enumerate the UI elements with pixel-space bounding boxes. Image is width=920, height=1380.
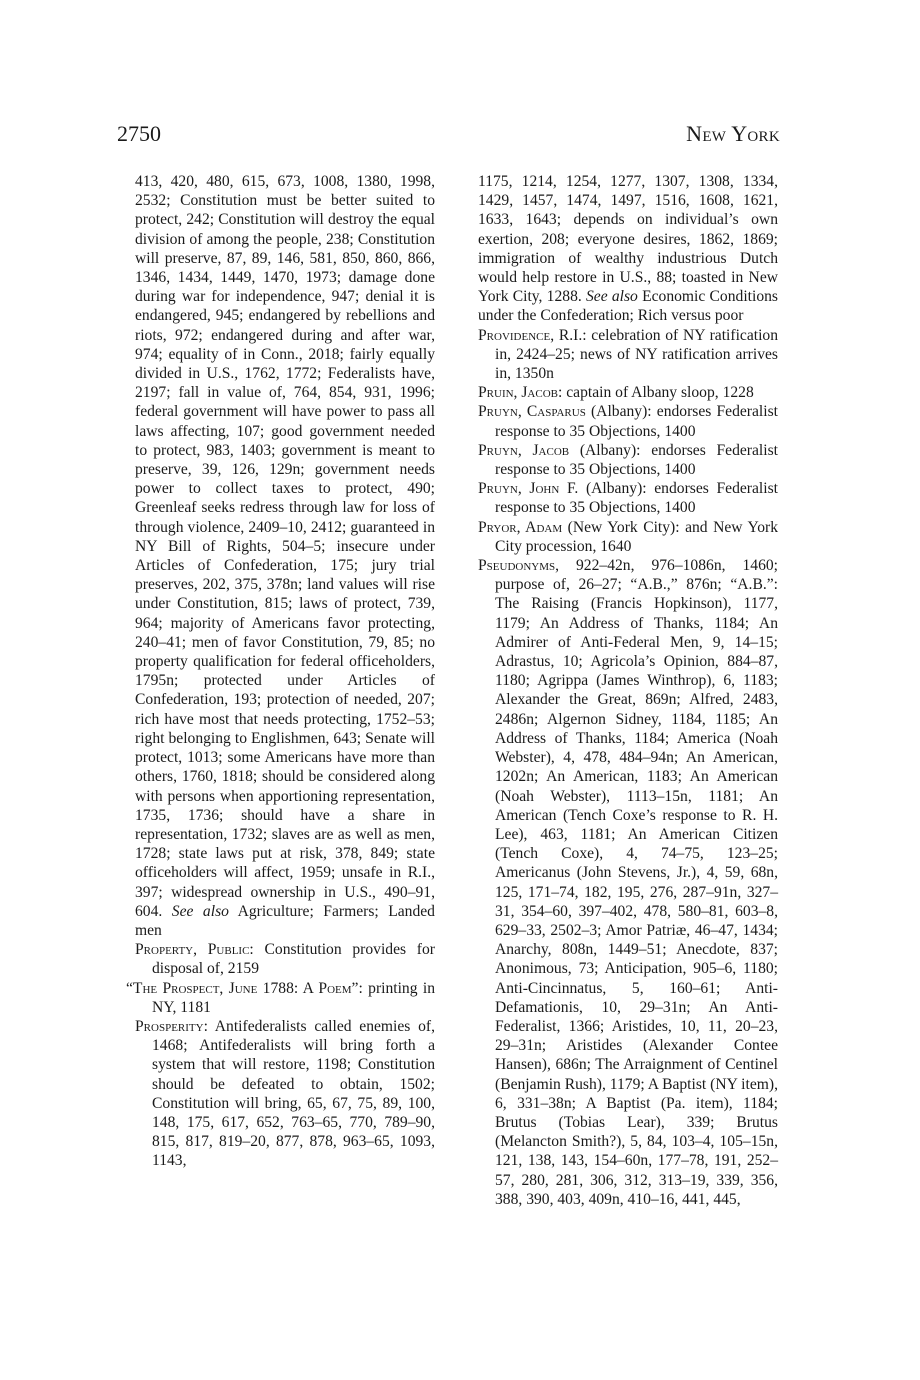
index-entry-pryor-adam (478, 518, 778, 556)
entry-text: (Albany): endorses Federalist response to 35 Objections, 1400 (495, 441, 778, 479)
index-entry-providence (478, 326, 778, 384)
entry-heading: Pseudonyms, (478, 557, 560, 575)
entry-heading: Pryor, Adam (478, 518, 563, 536)
entry-heading: Property, Public: (135, 941, 254, 959)
index-entry-prosperity (135, 1017, 435, 1171)
index-entry-pruyn-casparus (478, 402, 778, 440)
entry-text: 413, 420, 480, 615, 673, 1008, 1380, 1998, 2532; Constitution must be better suited to protect, 242; Constitution will destroy the equal division of among the people, 238; Constitution will preserve, 87, 89, 146, 581, 850, 860, 866, 1346, 1434, 1449, 1470, 1973; damage done during war for independence, 947; denial it is endangered, 945; endangered by rebellions and riots, 972; endangered during and after war, 974; equality of in Conn., 2018; fairly equally divided in U.S., 1762, 1772; Federalists have, 2197; fall in value of, 764, 854, 931, 1996; federal government will have power to pass all laws affecting, 107; good government needed to protect, 983, 1403; government is meant to preserve, 39, 126, 129n; government needs power to collect taxes to protect, 490; Greenleaf seeks redress through law for loss of through violence, 2409–10, 2412; guaranteed in NY Bill of Rights, 504–5; insecure under Articles of Confederation, 175; jury trial preserves, 202, 375, 378n; land values will rise under Constitution, 815; laws of protect, 739, 964; majority of Americans favor protecting, 240–41; men of favor Constitution, 79, 85; no property qualification for federal officeholders, 1795n; protected under Articles of Confederation, 193; protection of needed, 207; rich have most that needs protecting, 1752–53; right belonging to Englishmen, 643; Senate will protect, 1013; some Americans have more than others, 1760, 1818; should be considered along with persons when apportioning representation, 1735, 1736; should have a share in representation, 1732; slaves are as well as men, 1728; state laws put at risk, 378, 849; state officeholders will affect, 1959; unsafe in R.I., 397; widespread ownership in U.S., 490–91, 604. (135, 173, 435, 920)
page-number: 2750 (117, 121, 161, 146)
entry-text: Antifederalists called enemies of, 1468; Antifederalists will bring forth a system that will restore, 1198; Constitution should be defeated to obtain, 1502; Constitution will bring, 65, 67, 75, 89, 100, 148, 175, 617, 652, 763–65, 770, 789–90, 815, 817, 819–20, 877, 878, 963–65, 1093, 1143, (152, 1017, 435, 1170)
entry-heading: Prosperity: (135, 1017, 208, 1035)
entry-heading: Pruyn, Casparus (478, 403, 586, 421)
entry-heading: Providence, R.I.: (478, 326, 587, 344)
see-also-text: Economic Conditions under the Confederation; Rich versus poor (478, 288, 778, 325)
index-entry-pruyn-jacob (478, 441, 778, 479)
entry-heading: Pruyn, John (478, 480, 560, 498)
entry-text: (Albany): endorses Federalist response to 35 Objections, 1400 (495, 403, 778, 440)
index-entry-pseudonyms (478, 556, 778, 1209)
entry-text: Constitution provides for disposal of, 2159 (152, 941, 435, 978)
index-entry-prosperity-continued (478, 172, 778, 326)
see-also-text: Agriculture; Farmers; Landed men (135, 902, 435, 939)
entry-text: celebration of NY ratification in, 2424–25; news of NY ratification arrives in, 1350n (495, 326, 778, 383)
entry-text: printing in NY, 1181 (152, 979, 435, 1016)
index-entry-the-prospect (126, 979, 435, 1017)
index-entry-property-public (135, 940, 435, 978)
entry-text: F. (Albany): endorses Federalist response to 35 Objections, 1400 (495, 480, 778, 517)
index-entry-property-continued (135, 172, 435, 940)
entry-text: 922–42n, 976–1086n, 1460; purpose of, 26–27; “A.B.,” 876n; “A.B.”: The Raising (Francis Hopkinson), 1177, 1179; An Address of Thanks, 1184; An Admirer of Anti-Federal Men, 9, 14–15; Adrastus, 10; Agricola’s Opinion, 884–87, 1180; Agrippa (James Winthrop), 6, 1183; Alexander the Great, 869n; Alfred, 2483, 2486n; Algernon Sidney, 1184, 1185; An Address of Thanks, 1184; America (Noah Webster), 4, 478, 484–94n; An American, 1202n; An American, 1183; An American (Noah Webster), 1113–15n, 1181; An American (Tench Coxe’s response to R. H. Lee), 463, 1181; An American Citizen (Tench Coxe), 4, 74–75, 123–25; Americanus (John Stevens, Jr.), 4, 59, 68n, 125, 171–74, 182, 195, 276, 287–91n, 327–31, 354–60, 397–402, 478, 580–81, 603–8, 629–33, 2502–3; Amor Patriæ, 46–47, 1434; Anarchy, 808n, 1449–51; Anecdote, 837; Anonimous, 73; Anticipation, 905–6, 1180; Anti-Cincinnatus, 5, 160–61; Anti-Defamationis, 10, 29–31n; An Anti-Federalist, 1366; Aristides, 10, 11, 20–23, 29–31n; Aristides (Alexander Contee Hansen), 686n; The Arraignment of Centinel (Benjamin Rush), 1179; A Baptist (NY item), 6, 331–38n; A Baptist (Pa. item), 1184; Brutus (Tobias Lear), 339; Brutus (Melancton Smith?), 5, 84, 103–4, 105–15n, 121, 138, 143, 154–60n, 177–78, 191, 252–57, 280, 281, 306, 312, 313–19, 339, 356, 388, 390, 403, 409n, 410–16, 441, 445, (495, 557, 778, 1208)
entry-text: (New York City): and New York City procession, 1640 (495, 518, 778, 555)
index-entry-pruin-jacob (478, 383, 778, 402)
entry-text: captain of Albany sloop, 1228 (566, 384, 754, 402)
index-entry-pruyn-john (478, 479, 778, 517)
see-also-label: See also (586, 288, 638, 306)
entry-heading: “The Prospect, June 1788: A Poem”: (126, 979, 363, 997)
entry-heading: Pruyn, Jacob (478, 441, 570, 459)
see-also-label: See also (171, 902, 229, 920)
entry-heading: Pruin, Jacob: (478, 384, 563, 402)
running-head: New York (686, 121, 780, 146)
entry-text: 1175, 1214, 1254, 1277, 1307, 1308, 1334, 1429, 1457, 1474, 1497, 1516, 1608, 1621, 1633, 1643; depends on individual’s own exertion, 208; everyone desires, 1862, 1869; immigration of wealthy industrious Dutch would help restore in U.S., 88; toasted in New York City, 1288. (478, 173, 778, 306)
left-column (126, 172, 435, 1171)
right-column (478, 172, 778, 1209)
